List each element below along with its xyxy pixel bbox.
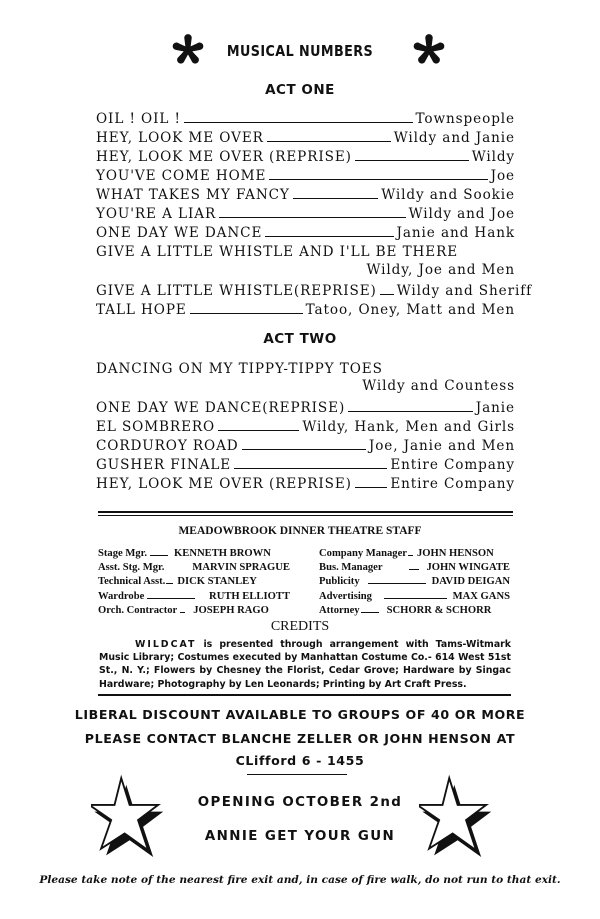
- leader-line: [368, 582, 426, 584]
- staff-name: JOHN WINGATE: [426, 561, 510, 573]
- song-performers: Wildy and Janie: [393, 130, 515, 146]
- song-performers: Wildy and Sheriff: [396, 283, 533, 299]
- staff-name: DICK STANLEY: [177, 576, 257, 587]
- staff-name: JOSEPH RAGO: [193, 605, 269, 616]
- song-row: [96, 435, 515, 454]
- act-two-heading: ACT TWO: [263, 331, 337, 347]
- song-performers: Entire Company: [390, 476, 515, 492]
- next-show-title: ANNIE GET YOUR GUN: [204, 829, 396, 844]
- leader-line: [184, 121, 413, 123]
- leader-line: [190, 312, 303, 314]
- credits-paragraph: [99, 638, 511, 691]
- song-row: [96, 165, 515, 184]
- leader-line: [355, 486, 387, 488]
- leader-line: [265, 235, 393, 237]
- staff-row: [98, 587, 290, 602]
- song-performers: Joe: [490, 168, 515, 184]
- asterisk-icon-right: [412, 33, 446, 67]
- staff-role: Wardrobe: [98, 590, 145, 602]
- leader-line: [150, 554, 168, 556]
- divider-rule: [247, 774, 347, 775]
- staff-name: MAX GANS: [452, 590, 510, 602]
- leader-line: [293, 197, 378, 199]
- song-title: HEY, LOOK ME OVER (REPRISE): [96, 149, 352, 165]
- song-row: [96, 222, 515, 241]
- song-performers: Wildy and Countess: [362, 378, 515, 394]
- staff-name: RUTH ELLIOTT: [209, 590, 290, 602]
- song-title: CORDUROY ROAD: [96, 438, 239, 454]
- song-row: [96, 454, 515, 473]
- staff-role: Bus. Manager: [319, 561, 383, 573]
- leader-line: [267, 140, 391, 142]
- fire-exit-note: Please take note of the nearest fire exit and, in case of fire walk, do not run to that exit.: [39, 874, 561, 886]
- staff-role: Technical Asst.: [98, 576, 166, 587]
- song-performers: Tatoo, Oney, Matt and Men: [305, 302, 515, 318]
- leader-line: [242, 448, 366, 450]
- song-title: GIVE A LITTLE WHISTLE AND I'LL BE THERE: [96, 244, 459, 260]
- divider-rule: [98, 694, 511, 696]
- staff-row: [98, 573, 290, 588]
- song-row: [96, 280, 533, 299]
- staff-row: [319, 544, 510, 559]
- staff-row: [98, 602, 290, 617]
- song-title: GUSHER FINALE: [96, 457, 232, 473]
- song-performers: Wildy: [471, 149, 515, 165]
- staff-row: [98, 544, 290, 559]
- staff-role: Publicity: [319, 576, 360, 587]
- star-icon-right: [419, 773, 503, 857]
- song-title: DANCING ON MY TIPPY-TIPPY TOES: [96, 361, 383, 377]
- song-title: YOU'VE COME HOME: [96, 168, 267, 184]
- song-row: [96, 146, 515, 165]
- song-title: TALL HOPE: [96, 302, 187, 318]
- staff-name: SCHORR & SCHORR: [386, 605, 492, 616]
- staff-row: [319, 587, 510, 602]
- song-row: [96, 184, 515, 203]
- leader-line: [348, 410, 473, 412]
- song-performers: Wildy, Hank, Men and Girls: [302, 419, 515, 435]
- staff-role: Stage Mgr.: [98, 547, 148, 559]
- leader-line: [166, 582, 173, 584]
- song-title: HEY, LOOK ME OVER (REPRISE): [96, 476, 352, 492]
- song-row: [96, 127, 515, 146]
- song-row: [96, 299, 515, 318]
- show-name: WILDCAT: [135, 639, 197, 650]
- staff-row: [319, 602, 510, 617]
- song-row: [96, 416, 515, 435]
- song-performers: Wildy and Joe: [408, 206, 515, 222]
- leader-line: [384, 597, 447, 599]
- song-title: EL SOMBRERO: [96, 419, 216, 435]
- staff-role: Attorney: [319, 605, 360, 616]
- leader-line: [180, 611, 185, 613]
- staff-role: Advertising: [319, 590, 372, 602]
- song-title: HEY, LOOK ME OVER: [96, 130, 264, 146]
- song-row: [96, 108, 515, 127]
- song-performers: Entire Company: [390, 457, 515, 473]
- leader-line: [219, 216, 406, 218]
- song-title: ONE DAY WE DANCE(REPRISE): [96, 400, 346, 416]
- song-row: [96, 358, 515, 377]
- phone-number: CLifford 6 - 1455: [235, 753, 365, 768]
- song-performers: Janie: [475, 400, 515, 416]
- leader-line: [355, 159, 469, 161]
- song-title: WHAT TAKES MY FANCY: [96, 187, 290, 203]
- song-row: [96, 241, 515, 260]
- staff-name: MARVIN SPRAGUE: [192, 561, 290, 573]
- song-title: GIVE A LITTLE WHISTLE(REPRISE): [96, 283, 377, 299]
- staff-role: Orch. Contractor: [98, 605, 178, 616]
- leader-line: [234, 467, 387, 469]
- song-title: ONE DAY WE DANCE: [96, 225, 263, 241]
- opening-date: OPENING OCTOBER 2nd: [197, 795, 403, 810]
- discount-line: LIBERAL DISCOUNT AVAILABLE TO GROUPS OF 40 OR MORE: [74, 707, 526, 722]
- staff-name: DAVID DEIGAN: [431, 576, 510, 587]
- song-performers: Townspeople: [415, 111, 515, 127]
- song-performers: Janie and Hank: [396, 225, 515, 241]
- page-title: MUSICAL NUMBERS: [226, 42, 374, 60]
- leader-line: [361, 611, 379, 613]
- divider-rule: [98, 511, 513, 513]
- staff-row: [98, 558, 290, 573]
- staff-row: [319, 573, 510, 588]
- contact-line: PLEASE CONTACT BLANCHE ZELLER OR JOHN HENSON AT: [84, 731, 516, 746]
- staff-name: JOHN HENSON: [416, 547, 494, 559]
- song-performers: Wildy and Sookie: [381, 187, 515, 203]
- staff-row: [319, 558, 510, 573]
- song-title: YOU'RE A LIAR: [96, 206, 217, 222]
- staff-role: Company Manager: [319, 547, 407, 559]
- song-title: OIL ! OIL !: [96, 111, 181, 127]
- song-row: [96, 397, 515, 416]
- song-row: [96, 203, 515, 222]
- staff-role: Asst. Stg. Mgr.: [98, 561, 165, 573]
- song-performers: Joe, Janie and Men: [368, 438, 515, 454]
- leader-line: [380, 293, 394, 295]
- leader-line: [147, 597, 195, 599]
- leader-line: [218, 429, 299, 431]
- leader-line: [408, 554, 413, 556]
- divider-rule: [98, 515, 513, 516]
- song-performers: Wildy, Joe and Men: [366, 262, 515, 278]
- leader-line: [409, 568, 419, 570]
- star-icon-left: [91, 773, 175, 857]
- act-one-heading: ACT ONE: [265, 82, 335, 98]
- staff-heading: MEADOWBROOK DINNER THEATRE STAFF: [178, 525, 422, 537]
- credits-text: is presented through arrangement with Tams-Witmark Music Library; Costumes executed by Manhattan Costume Co.- 614 West 51st St., N. Y.; Flowers by Chesney the Florist, Cedar Grove; Hardware by Singac Hardware; Photography by Len Leonards; Printing by Art Craft Press.: [99, 639, 512, 690]
- credits-heading: CREDITS: [270, 619, 330, 634]
- staff-name: KENNETH BROWN: [174, 547, 271, 559]
- song-row: [96, 473, 515, 492]
- leader-line: [269, 178, 487, 180]
